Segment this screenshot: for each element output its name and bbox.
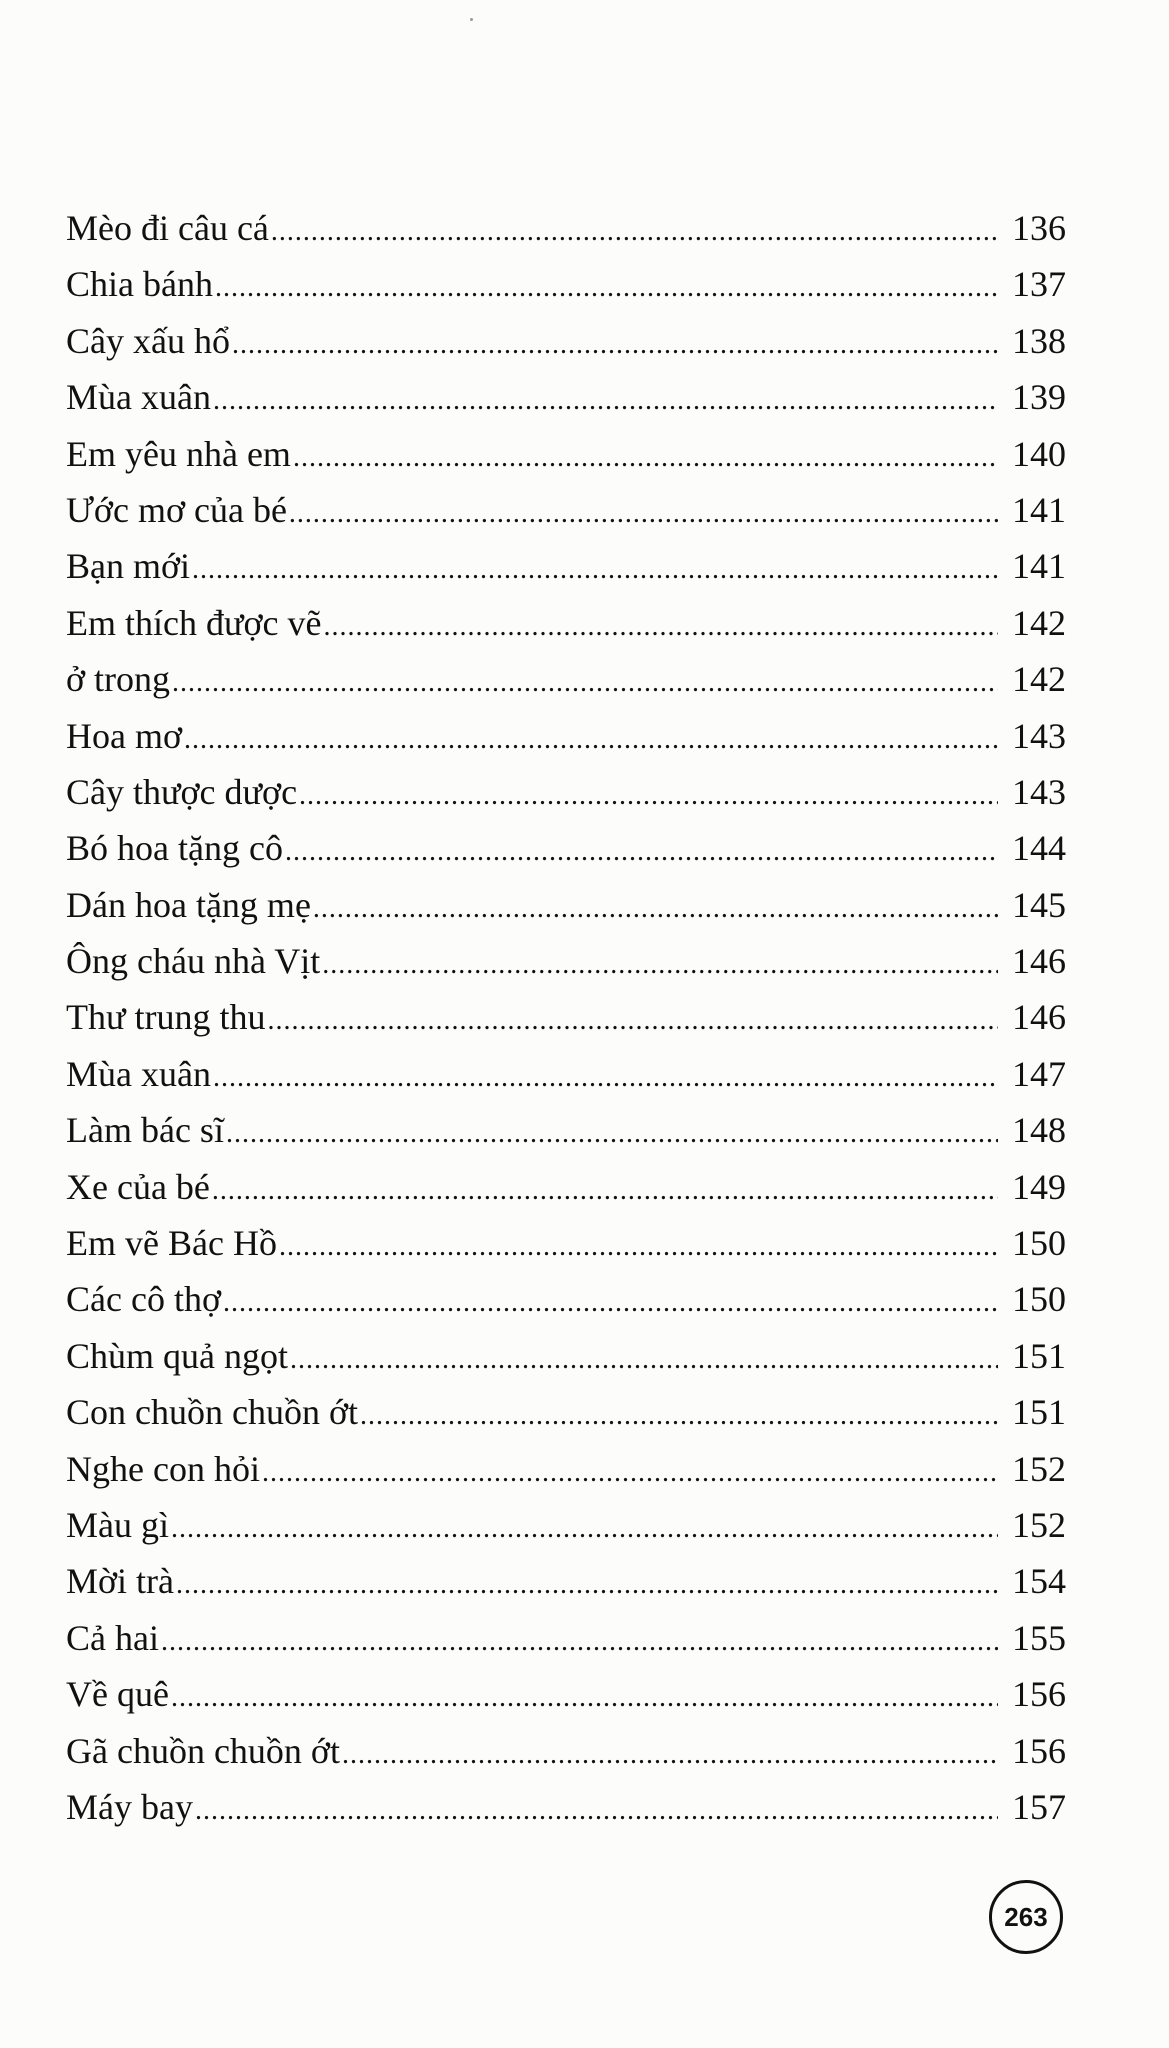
toc-entry bbox=[66, 538, 1066, 594]
toc-entry-title: Em thích được vẽ bbox=[66, 602, 322, 643]
dot-leader bbox=[213, 373, 998, 429]
page-number-badge: 263 bbox=[989, 1880, 1063, 1954]
dot-leader bbox=[171, 1501, 998, 1557]
toc-entry bbox=[66, 1384, 1066, 1440]
toc-entry-page: 154 bbox=[1012, 1561, 1066, 1602]
dot-leader bbox=[212, 1163, 998, 1219]
toc-entry-title: Về quê bbox=[66, 1674, 169, 1715]
toc-entry bbox=[66, 313, 1066, 369]
dot-leader bbox=[271, 204, 998, 260]
toc-entry-title: Chia bánh bbox=[66, 264, 213, 305]
toc-entry-title: Cây thược dược bbox=[66, 771, 298, 812]
print-speck bbox=[470, 18, 473, 21]
toc-entry-title: Máy bay bbox=[66, 1786, 193, 1827]
toc-entry bbox=[66, 1723, 1066, 1779]
dot-leader bbox=[226, 1106, 998, 1162]
toc-entry-title: Các cô thợ bbox=[66, 1279, 221, 1320]
toc-entry bbox=[66, 482, 1066, 538]
toc-entry bbox=[66, 1441, 1066, 1497]
dot-leader bbox=[323, 599, 998, 655]
toc-entry-page: 137 bbox=[1012, 264, 1066, 305]
toc-entry-title: Em yêu nhà em bbox=[66, 433, 291, 474]
toc-entry bbox=[66, 933, 1066, 989]
dot-leader bbox=[293, 430, 998, 486]
toc-entry-page: 157 bbox=[1012, 1786, 1066, 1827]
toc-entry bbox=[66, 426, 1066, 482]
toc-entry bbox=[66, 1666, 1066, 1722]
toc-entry bbox=[66, 200, 1066, 256]
toc-entry-title: Thư trung thu bbox=[66, 997, 266, 1038]
toc-entry-title: Mời trà bbox=[66, 1561, 175, 1602]
toc-entry bbox=[66, 989, 1066, 1045]
toc-entry-title: Nghe con hỏi bbox=[66, 1448, 260, 1489]
toc-entry-page: 144 bbox=[1012, 828, 1066, 869]
toc-entry-title: ở trong bbox=[66, 659, 171, 700]
toc-entry-page: 140 bbox=[1012, 433, 1066, 474]
dot-leader bbox=[279, 1219, 998, 1275]
toc-entry bbox=[66, 1779, 1066, 1835]
dot-leader bbox=[299, 768, 998, 824]
toc-entry-title: Mèo đi câu cá bbox=[66, 208, 269, 248]
toc-entry-page: 150 bbox=[1012, 1223, 1066, 1264]
toc-entry bbox=[66, 1215, 1066, 1271]
dot-leader bbox=[184, 712, 998, 768]
toc-entry-page: 156 bbox=[1012, 1674, 1066, 1715]
toc-entry-page: 155 bbox=[1012, 1617, 1066, 1658]
toc-entry bbox=[66, 708, 1066, 764]
dot-leader bbox=[322, 937, 998, 993]
toc-entry-title: Ông cháu nhà Vịt bbox=[66, 941, 321, 982]
toc-entry-title: Con chuồn chuồn ớt bbox=[66, 1392, 359, 1433]
toc-entry-title: Mùa xuân bbox=[66, 1053, 211, 1094]
dot-leader bbox=[192, 542, 998, 598]
toc-entry bbox=[66, 1159, 1066, 1215]
toc-entry-title: Làm bác sĩ bbox=[66, 1110, 224, 1151]
toc-entry bbox=[66, 369, 1066, 425]
toc-entry-page: 151 bbox=[1012, 1335, 1066, 1376]
toc-entry-title: Bó hoa tặng cô bbox=[66, 828, 283, 869]
toc-entry bbox=[66, 595, 1066, 651]
toc-entry-page: 139 bbox=[1012, 377, 1066, 418]
toc-entry-page: 150 bbox=[1012, 1279, 1066, 1320]
toc-entry-title: Ước mơ của bé bbox=[66, 489, 287, 530]
toc-entry-page: 152 bbox=[1012, 1504, 1066, 1545]
toc-entry-title: Xe của bé bbox=[66, 1166, 210, 1207]
dot-leader bbox=[161, 1614, 998, 1670]
toc-entry-page: 142 bbox=[1012, 659, 1066, 700]
dot-leader bbox=[215, 260, 998, 316]
dot-leader bbox=[262, 1445, 998, 1501]
dot-leader bbox=[171, 1670, 998, 1726]
toc-entry-title: Dán hoa tặng mẹ bbox=[66, 884, 311, 925]
toc-entry-page: 141 bbox=[1012, 489, 1066, 530]
table-of-contents bbox=[66, 200, 1066, 1835]
toc-entry bbox=[66, 764, 1066, 820]
dot-leader bbox=[289, 486, 998, 542]
dot-leader bbox=[313, 881, 998, 937]
toc-entry bbox=[66, 1271, 1066, 1327]
dot-leader bbox=[268, 993, 999, 1049]
dot-leader bbox=[213, 1050, 998, 1106]
toc-entry-title: Em vẽ Bác Hồ bbox=[66, 1223, 277, 1264]
dot-leader bbox=[223, 1275, 998, 1331]
toc-entry-page: 143 bbox=[1012, 771, 1066, 812]
toc-entry bbox=[66, 256, 1066, 312]
toc-entry-page: 149 bbox=[1012, 1166, 1066, 1207]
toc-entry-page: 141 bbox=[1012, 546, 1066, 587]
toc-entry-title: Màu gì bbox=[66, 1504, 169, 1545]
toc-entry-page: 146 bbox=[1012, 941, 1066, 982]
dot-leader bbox=[172, 655, 998, 711]
toc-entry bbox=[66, 877, 1066, 933]
toc-entry-title: Bạn mới bbox=[66, 546, 191, 587]
toc-entry bbox=[66, 1497, 1066, 1553]
dot-leader bbox=[176, 1557, 998, 1613]
toc-entry-title: Chùm quả ngọt bbox=[66, 1335, 288, 1376]
toc-entry bbox=[66, 1102, 1066, 1158]
toc-entry bbox=[66, 1610, 1066, 1666]
toc-entry-page: 151 bbox=[1012, 1392, 1066, 1433]
toc-entry bbox=[66, 1046, 1066, 1102]
toc-entry-page: 152 bbox=[1012, 1448, 1066, 1489]
toc-entry-page: 142 bbox=[1012, 602, 1066, 643]
toc-entry-page: 138 bbox=[1012, 320, 1066, 361]
toc-entry bbox=[66, 1553, 1066, 1609]
toc-entry-page: 156 bbox=[1012, 1730, 1066, 1771]
toc-entry bbox=[66, 651, 1066, 707]
dot-leader bbox=[285, 824, 998, 880]
toc-entry-title: Hoa mơ bbox=[66, 715, 183, 756]
toc-entry bbox=[66, 820, 1066, 876]
dot-leader bbox=[342, 1727, 998, 1783]
toc-entry-title: Cả hai bbox=[66, 1617, 159, 1658]
toc-entry-page: 143 bbox=[1012, 715, 1066, 756]
toc-entry-title: Cây xấu hổ bbox=[66, 320, 230, 361]
dot-leader bbox=[290, 1332, 998, 1388]
toc-entry-page: 147 bbox=[1012, 1053, 1066, 1094]
dot-leader bbox=[360, 1388, 998, 1444]
toc-entry-page: 148 bbox=[1012, 1110, 1066, 1151]
toc-entry-page: 146 bbox=[1012, 997, 1066, 1038]
dot-leader bbox=[195, 1783, 998, 1839]
toc-entry-page: 145 bbox=[1012, 884, 1066, 925]
dot-leader bbox=[232, 317, 998, 373]
toc-entry-title: Mùa xuân bbox=[66, 377, 211, 418]
toc-entry-page: 136 bbox=[1012, 208, 1066, 248]
toc-entry-title: Gã chuồn chuồn ớt bbox=[66, 1730, 340, 1771]
toc-entry bbox=[66, 1328, 1066, 1384]
